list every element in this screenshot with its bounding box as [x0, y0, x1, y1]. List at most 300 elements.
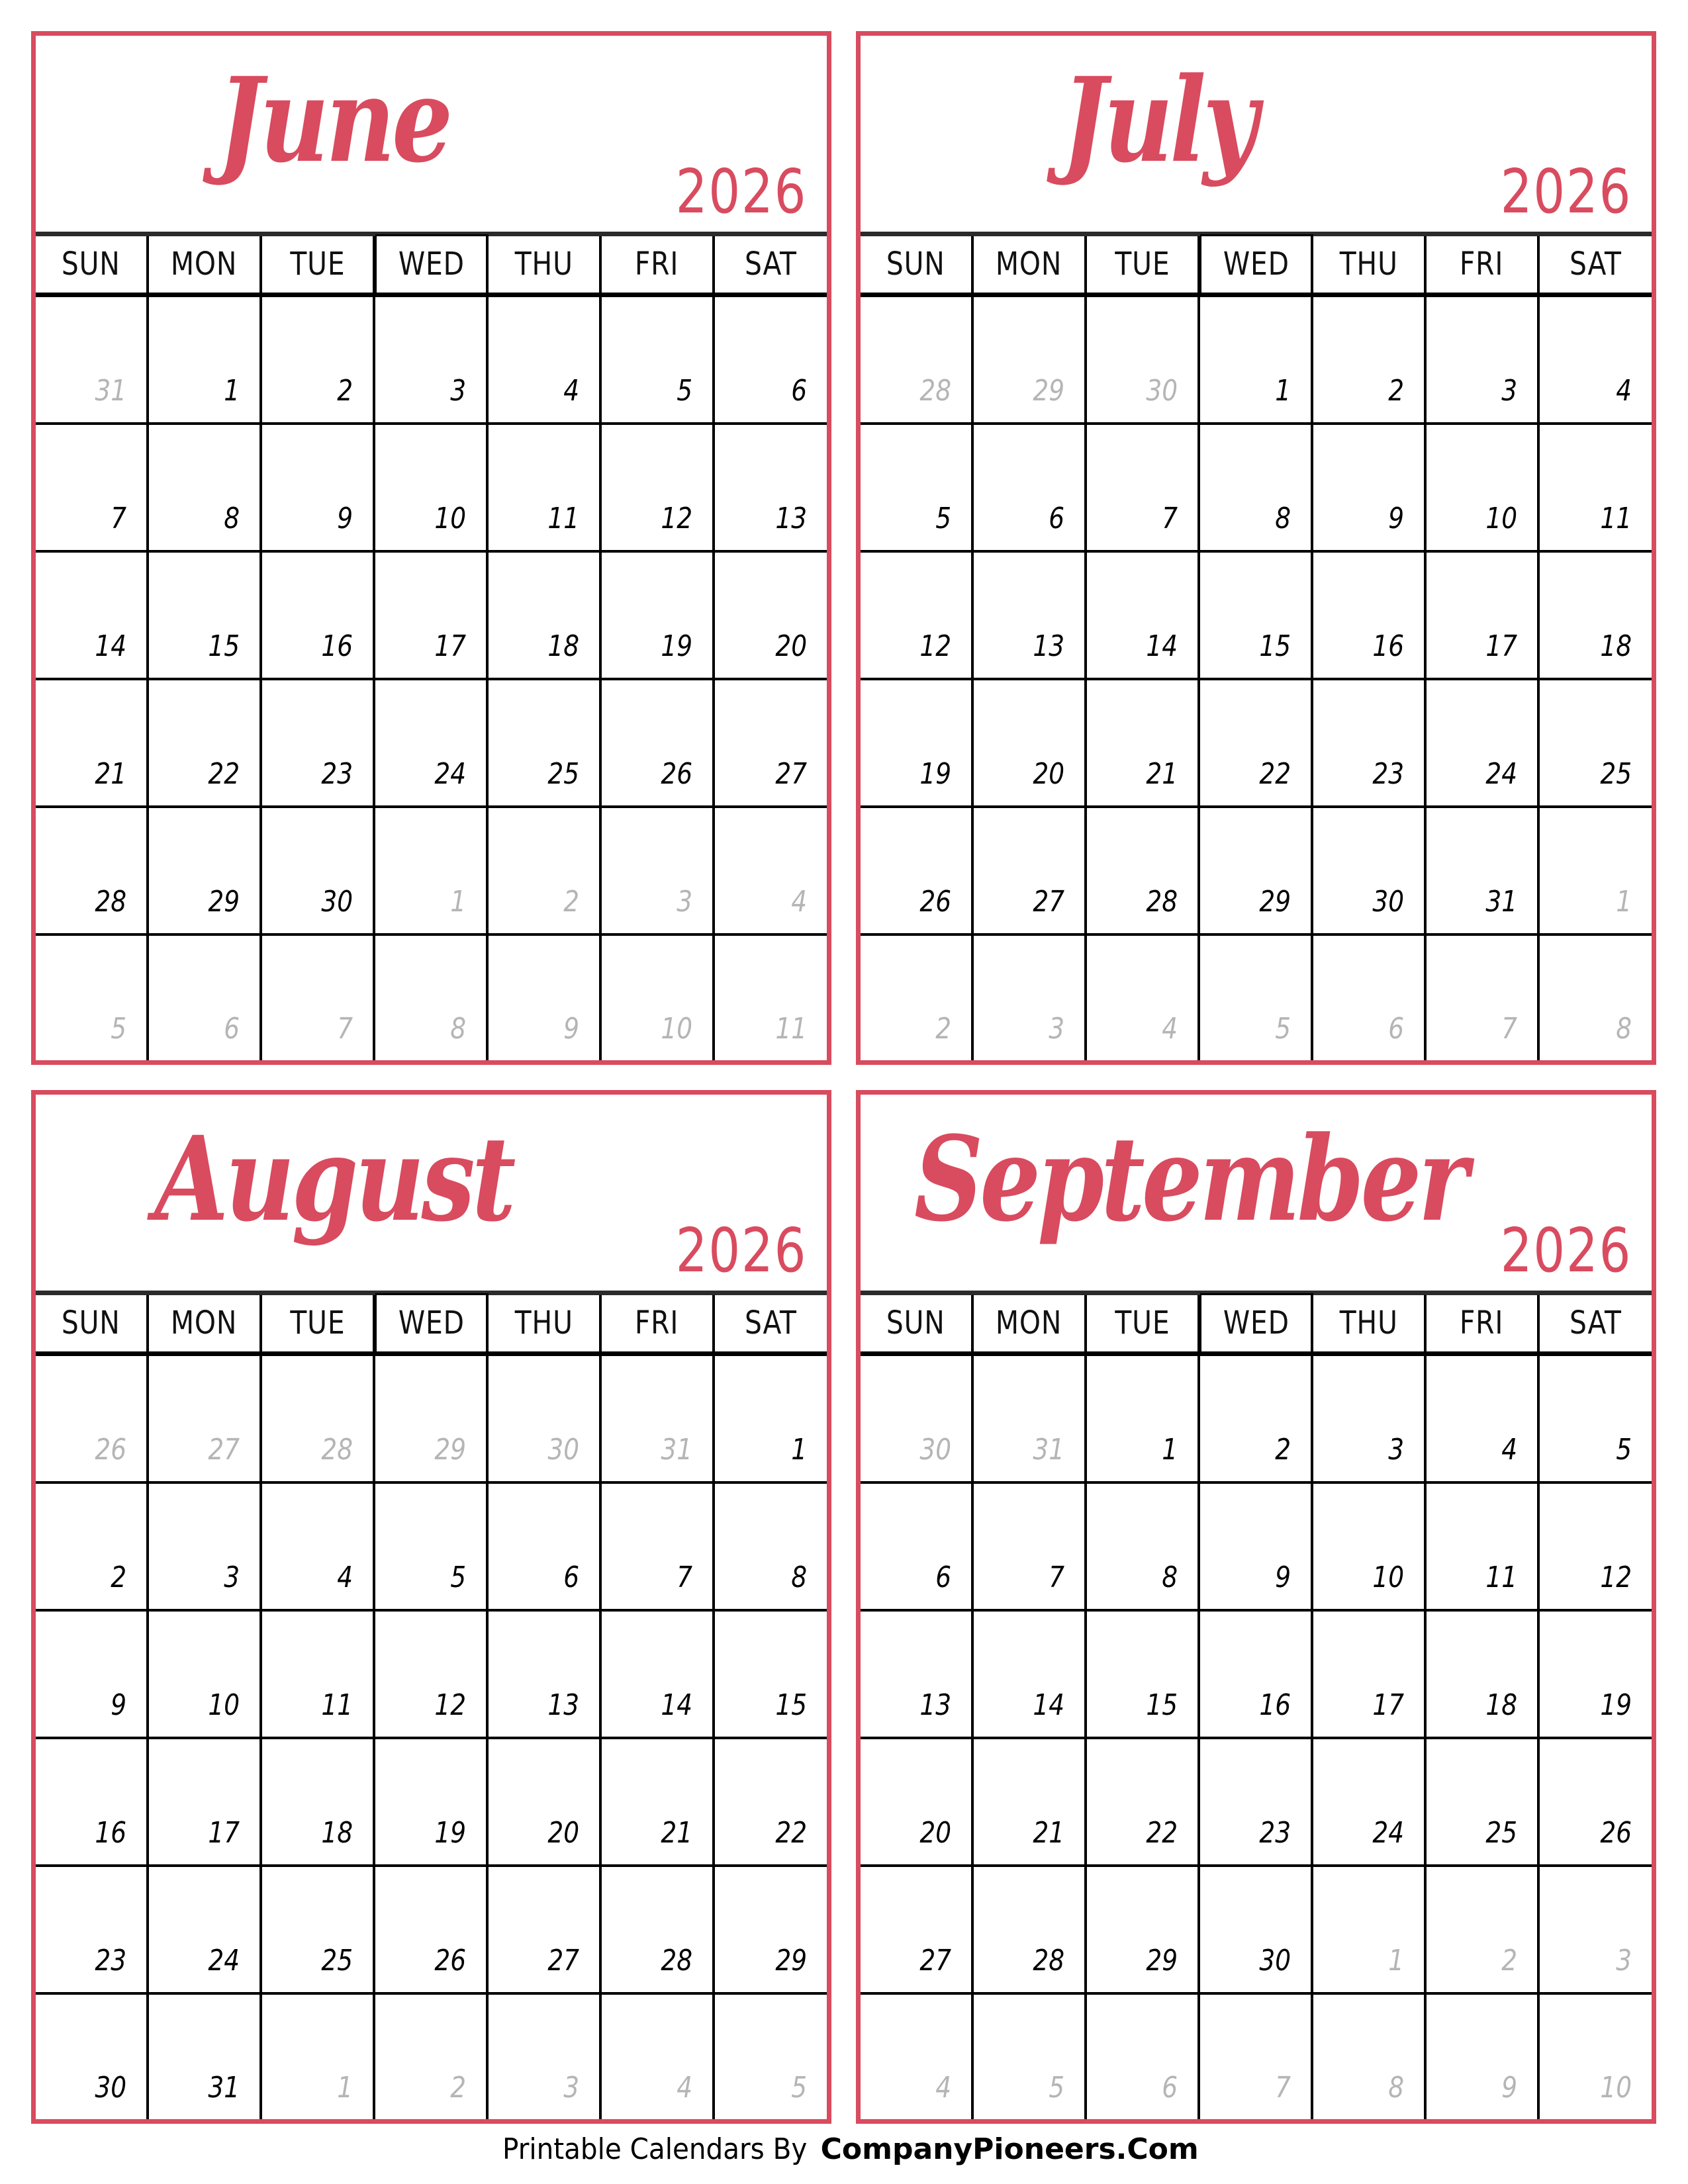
day-number: 20 — [775, 629, 807, 663]
day-cell[interactable] — [1313, 297, 1427, 422]
day-cell-other-month[interactable] — [1200, 1995, 1313, 2119]
day-cell[interactable] — [1200, 808, 1313, 933]
day-cell[interactable] — [861, 1739, 974, 1864]
day-cell[interactable] — [602, 680, 715, 805]
week-row — [36, 1995, 827, 2119]
day-number: 6 — [563, 1561, 579, 1594]
weekday-header-mon — [149, 236, 262, 293]
day-number: 3 — [1616, 1944, 1632, 1978]
day-number: 10 — [434, 502, 466, 535]
day-number: 24 — [434, 757, 466, 791]
day-cell[interactable] — [974, 425, 1087, 550]
week-row — [36, 1739, 827, 1867]
day-cell[interactable] — [1540, 680, 1652, 805]
weekday-label: THU — [514, 1304, 573, 1342]
day-cell[interactable] — [262, 1484, 375, 1609]
day-number: 10 — [208, 1688, 240, 1722]
day-number: 22 — [208, 757, 240, 791]
weekday-label: FRI — [635, 246, 679, 283]
day-cell[interactable] — [1087, 808, 1200, 933]
day-cell[interactable] — [715, 1739, 827, 1864]
day-cell-other-month[interactable] — [1313, 1867, 1427, 1992]
weekday-label: TUE — [1114, 1304, 1170, 1342]
day-number: 9 — [337, 502, 353, 535]
day-cell-other-month[interactable] — [1540, 808, 1652, 933]
weekday-header-sun — [36, 236, 149, 293]
day-number: 30 — [1372, 885, 1404, 919]
calendar-september — [856, 1090, 1656, 2124]
day-number: 15 — [208, 629, 240, 663]
day-number: 14 — [661, 1688, 692, 1722]
day-cell[interactable] — [1200, 680, 1313, 805]
day-cell[interactable] — [861, 425, 974, 550]
day-cell-other-month[interactable] — [1087, 297, 1200, 422]
day-cell[interactable] — [375, 553, 489, 678]
weekday-header-sun — [861, 236, 974, 293]
day-number: 14 — [95, 629, 126, 663]
day-cell[interactable] — [1313, 425, 1427, 550]
day-cell[interactable] — [974, 553, 1087, 678]
year-label: 2026 — [1500, 1215, 1632, 1286]
day-cell[interactable] — [149, 553, 262, 678]
day-cell[interactable] — [375, 1484, 489, 1609]
day-number: 17 — [1372, 1688, 1404, 1722]
week-row — [861, 1739, 1652, 1867]
day-cell[interactable] — [36, 425, 149, 550]
day-cell-other-month[interactable] — [861, 936, 974, 1060]
week-row — [861, 1867, 1652, 1995]
week-row — [36, 808, 827, 936]
day-cell[interactable] — [1427, 553, 1540, 678]
week-row — [861, 1995, 1652, 2119]
day-cell-other-month[interactable] — [602, 808, 715, 933]
day-number: 2 — [337, 374, 353, 408]
day-cell[interactable] — [489, 297, 602, 422]
day-cell[interactable] — [1540, 1484, 1652, 1609]
day-number: 28 — [321, 1433, 353, 1467]
day-cell[interactable] — [375, 1612, 489, 1737]
day-number: 7 — [1162, 502, 1178, 535]
day-cell[interactable] — [715, 1612, 827, 1737]
day-number: 30 — [919, 1433, 951, 1467]
day-number: 5 — [450, 1561, 466, 1594]
day-number: 12 — [919, 629, 951, 663]
day-cell[interactable] — [715, 297, 827, 422]
day-number: 18 — [1600, 629, 1632, 663]
day-number: 5 — [111, 1012, 126, 1046]
weekday-header-fri — [602, 1295, 715, 1351]
day-cell-other-month[interactable] — [262, 1356, 375, 1481]
day-number: 21 — [95, 757, 126, 791]
day-number: 23 — [321, 757, 353, 791]
day-number: 23 — [95, 1944, 126, 1978]
day-cell-other-month[interactable] — [36, 936, 149, 1060]
day-cell[interactable] — [715, 1356, 827, 1481]
day-number: 27 — [208, 1433, 240, 1467]
day-number: 29 — [775, 1944, 807, 1978]
day-number: 5 — [677, 374, 692, 408]
day-cell[interactable] — [1200, 1867, 1313, 1992]
day-number: 22 — [1259, 757, 1291, 791]
day-number: 18 — [1485, 1688, 1517, 1722]
day-cell[interactable] — [489, 1867, 602, 1992]
day-cell[interactable] — [1427, 1612, 1540, 1737]
day-cell[interactable] — [974, 808, 1087, 933]
day-cell[interactable] — [262, 425, 375, 550]
day-cell-other-month[interactable] — [715, 1995, 827, 2119]
calendar-header — [36, 36, 827, 232]
day-cell-other-month[interactable] — [1427, 936, 1540, 1060]
day-cell[interactable] — [1087, 425, 1200, 550]
day-cell-other-month[interactable] — [715, 808, 827, 933]
day-cell[interactable] — [489, 553, 602, 678]
day-cell[interactable] — [36, 1739, 149, 1864]
day-number: 2 — [563, 885, 579, 919]
day-number: 22 — [1146, 1816, 1178, 1850]
footer-credit — [0, 2130, 1688, 2169]
day-number: 31 — [1033, 1433, 1064, 1467]
day-cell-other-month[interactable] — [1540, 1867, 1652, 1992]
day-number: 12 — [661, 502, 692, 535]
weekday-label: FRI — [1460, 1304, 1504, 1342]
day-cell-other-month[interactable] — [1540, 936, 1652, 1060]
day-number: 20 — [1033, 757, 1064, 791]
day-cell-other-month[interactable] — [602, 1995, 715, 2119]
day-cell[interactable] — [1087, 680, 1200, 805]
day-cell[interactable] — [1087, 1867, 1200, 1992]
day-cell[interactable] — [36, 1867, 149, 1992]
weekday-label: THU — [1339, 246, 1398, 283]
day-cell[interactable] — [1540, 425, 1652, 550]
day-cell[interactable] — [36, 680, 149, 805]
day-cell[interactable] — [974, 1484, 1087, 1609]
day-number: 4 — [563, 374, 579, 408]
day-cell[interactable] — [602, 1484, 715, 1609]
calendar-header — [861, 36, 1652, 232]
year-label: 2026 — [675, 1215, 807, 1286]
day-cell[interactable] — [262, 1739, 375, 1864]
day-cell-other-month[interactable] — [1427, 1995, 1540, 2119]
day-number: 16 — [95, 1816, 126, 1850]
day-cell[interactable] — [1427, 425, 1540, 550]
day-number: 27 — [775, 757, 807, 791]
day-cell[interactable] — [1427, 808, 1540, 933]
weekday-label: TUE — [289, 1304, 346, 1342]
day-number: 1 — [791, 1433, 807, 1467]
day-number: 16 — [1372, 629, 1404, 663]
day-cell[interactable] — [375, 297, 489, 422]
day-number: 10 — [1485, 502, 1517, 535]
day-cell[interactable] — [262, 297, 375, 422]
day-number: 29 — [1146, 1944, 1178, 1978]
day-number: 11 — [1600, 502, 1632, 535]
day-cell[interactable] — [489, 1484, 602, 1609]
day-cell[interactable] — [1313, 680, 1427, 805]
day-number: 12 — [1600, 1561, 1632, 1594]
day-cell-other-month[interactable] — [375, 808, 489, 933]
weekday-header-row — [861, 1291, 1652, 1356]
day-number: 4 — [337, 1561, 353, 1594]
day-cell[interactable] — [489, 680, 602, 805]
calendar-grid — [861, 1291, 1652, 2119]
weekday-label: SAT — [745, 246, 797, 283]
day-number: 4 — [935, 2071, 951, 2105]
day-cell[interactable] — [974, 1739, 1087, 1864]
day-cell[interactable] — [375, 1739, 489, 1864]
day-cell[interactable] — [149, 1612, 262, 1737]
day-cell[interactable] — [1087, 1484, 1200, 1609]
day-number: 29 — [1033, 374, 1064, 408]
day-number: 6 — [935, 1561, 951, 1594]
day-number: 26 — [919, 885, 951, 919]
day-cell[interactable] — [149, 297, 262, 422]
calendar-header — [36, 1095, 827, 1291]
day-cell[interactable] — [1313, 553, 1427, 678]
year-label: 2026 — [1500, 156, 1632, 227]
day-cell[interactable] — [1313, 808, 1427, 933]
day-cell-other-month[interactable] — [149, 936, 262, 1060]
month-title: June — [217, 52, 450, 189]
weeks-container — [36, 297, 827, 1060]
day-cell[interactable] — [602, 297, 715, 422]
day-cell[interactable] — [715, 1484, 827, 1609]
day-cell-other-month[interactable] — [375, 1995, 489, 2119]
day-cell-other-month[interactable] — [974, 936, 1087, 1060]
day-number: 6 — [791, 374, 807, 408]
day-cell[interactable] — [974, 1867, 1087, 1992]
day-cell[interactable] — [1313, 1612, 1427, 1737]
day-cell[interactable] — [715, 680, 827, 805]
day-number: 6 — [1388, 1012, 1404, 1046]
day-cell[interactable] — [1427, 680, 1540, 805]
day-cell-other-month[interactable] — [36, 297, 149, 422]
day-number: 15 — [1146, 1688, 1178, 1722]
day-number: 21 — [1033, 1816, 1064, 1850]
day-cell-other-month[interactable] — [1427, 1867, 1540, 1992]
day-cell[interactable] — [1540, 1739, 1652, 1864]
day-cell[interactable] — [262, 553, 375, 678]
day-cell-other-month[interactable] — [375, 1356, 489, 1481]
calendar-header — [861, 1095, 1652, 1291]
day-cell[interactable] — [262, 1867, 375, 1992]
day-number: 8 — [224, 502, 240, 535]
day-cell[interactable] — [36, 1612, 149, 1737]
day-cell[interactable] — [602, 1612, 715, 1737]
day-number: 4 — [791, 885, 807, 919]
day-cell[interactable] — [974, 1612, 1087, 1737]
day-cell[interactable] — [36, 1484, 149, 1609]
weekday-header-mon — [149, 1295, 262, 1351]
day-number: 23 — [1372, 757, 1404, 791]
day-cell[interactable] — [1200, 1612, 1313, 1737]
day-number: 11 — [775, 1012, 807, 1046]
day-cell-other-month[interactable] — [974, 297, 1087, 422]
day-cell[interactable] — [149, 1484, 262, 1609]
day-cell-other-month[interactable] — [974, 1356, 1087, 1481]
day-cell[interactable] — [715, 1867, 827, 1992]
day-cell-other-month[interactable] — [149, 1356, 262, 1481]
day-cell[interactable] — [1200, 1356, 1313, 1481]
day-cell[interactable] — [375, 1867, 489, 1992]
day-number: 25 — [547, 757, 579, 791]
day-cell-other-month[interactable] — [262, 1995, 375, 2119]
week-row — [861, 425, 1652, 553]
day-number: 19 — [434, 1816, 466, 1850]
day-cell-other-month[interactable] — [715, 936, 827, 1060]
day-number: 14 — [1146, 629, 1178, 663]
day-number: 15 — [775, 1688, 807, 1722]
day-cell-other-month[interactable] — [489, 1995, 602, 2119]
day-cell[interactable] — [1427, 1739, 1540, 1864]
day-number: 29 — [208, 885, 240, 919]
day-number: 30 — [1259, 1944, 1291, 1978]
day-cell[interactable] — [1087, 1739, 1200, 1864]
day-cell-other-month[interactable] — [602, 936, 715, 1060]
day-cell[interactable] — [149, 680, 262, 805]
day-number: 3 — [677, 885, 692, 919]
day-cell[interactable] — [1200, 1484, 1313, 1609]
day-cell[interactable] — [861, 1867, 974, 1992]
day-cell-other-month[interactable] — [602, 1356, 715, 1481]
day-cell[interactable] — [974, 680, 1087, 805]
day-cell[interactable] — [36, 553, 149, 678]
day-cell[interactable] — [1427, 1356, 1540, 1481]
day-cell[interactable] — [1200, 553, 1313, 678]
day-cell[interactable] — [149, 1739, 262, 1864]
day-number: 5 — [791, 2071, 807, 2105]
day-number: 13 — [775, 502, 807, 535]
day-cell[interactable] — [1427, 1484, 1540, 1609]
day-cell-other-month[interactable] — [1540, 1995, 1652, 2119]
day-number: 25 — [1485, 1816, 1517, 1850]
day-cell[interactable] — [861, 553, 974, 678]
day-cell[interactable] — [1540, 1356, 1652, 1481]
day-cell[interactable] — [262, 808, 375, 933]
day-cell[interactable] — [602, 1739, 715, 1864]
day-cell-other-month[interactable] — [974, 1995, 1087, 2119]
day-cell[interactable] — [149, 1995, 262, 2119]
day-cell-other-month[interactable] — [861, 1356, 974, 1481]
day-number: 11 — [1485, 1561, 1517, 1594]
day-number: 3 — [450, 374, 466, 408]
weekday-header-thu — [489, 1295, 602, 1351]
day-number: 2 — [1388, 374, 1404, 408]
day-cell[interactable] — [1087, 553, 1200, 678]
day-cell[interactable] — [1313, 1484, 1427, 1609]
day-cell[interactable] — [1313, 1356, 1427, 1481]
day-cell[interactable] — [1200, 425, 1313, 550]
day-number: 2 — [935, 1012, 951, 1046]
day-cell-other-month[interactable] — [1087, 936, 1200, 1060]
day-number: 8 — [1162, 1561, 1178, 1594]
day-cell-other-month[interactable] — [1200, 936, 1313, 1060]
day-number: 28 — [919, 374, 951, 408]
day-cell[interactable] — [375, 425, 489, 550]
weekday-label: FRI — [635, 1304, 679, 1342]
day-cell-other-month[interactable] — [36, 1356, 149, 1481]
day-number: 3 — [1388, 1433, 1404, 1467]
day-number: 26 — [661, 757, 692, 791]
day-cell[interactable] — [262, 1612, 375, 1737]
day-number: 16 — [321, 629, 353, 663]
day-cell[interactable] — [602, 425, 715, 550]
day-cell[interactable] — [602, 553, 715, 678]
day-number: 1 — [1275, 374, 1291, 408]
month-title: September — [914, 1111, 1466, 1248]
day-number: 27 — [919, 1944, 951, 1978]
day-number: 1 — [224, 374, 240, 408]
day-cell[interactable] — [149, 808, 262, 933]
day-cell[interactable] — [149, 1867, 262, 1992]
day-cell[interactable] — [861, 1484, 974, 1609]
day-cell[interactable] — [489, 1739, 602, 1864]
day-cell[interactable] — [861, 808, 974, 933]
weekday-header-fri — [602, 236, 715, 293]
day-cell[interactable] — [1200, 1739, 1313, 1864]
day-cell-other-month[interactable] — [1313, 936, 1427, 1060]
weeks-container — [861, 1356, 1652, 2119]
weeks-container — [36, 1356, 827, 2119]
day-cell-other-month[interactable] — [375, 936, 489, 1060]
day-cell[interactable] — [861, 680, 974, 805]
day-number: 5 — [1275, 1012, 1291, 1046]
weekday-header-sun — [36, 1295, 149, 1351]
day-number: 30 — [547, 1433, 579, 1467]
day-cell[interactable] — [1540, 1612, 1652, 1737]
weekday-header-tue — [1087, 236, 1200, 293]
day-cell[interactable] — [1427, 297, 1540, 422]
day-cell[interactable] — [375, 680, 489, 805]
day-cell[interactable] — [489, 1612, 602, 1737]
day-cell[interactable] — [36, 1995, 149, 2119]
day-cell-other-month[interactable] — [861, 1995, 974, 2119]
day-cell-other-month[interactable] — [262, 936, 375, 1060]
day-cell[interactable] — [861, 1612, 974, 1737]
day-cell-other-month[interactable] — [489, 1356, 602, 1481]
day-cell-other-month[interactable] — [489, 808, 602, 933]
weekday-header-thu — [1313, 236, 1427, 293]
day-cell[interactable] — [1540, 553, 1652, 678]
day-number: 28 — [95, 885, 126, 919]
day-cell[interactable] — [1087, 1612, 1200, 1737]
day-number: 20 — [919, 1816, 951, 1850]
day-cell-other-month[interactable] — [861, 297, 974, 422]
day-number: 28 — [661, 1944, 692, 1978]
day-cell[interactable] — [715, 425, 827, 550]
day-cell[interactable] — [715, 553, 827, 678]
day-cell[interactable] — [1087, 1356, 1200, 1481]
day-cell[interactable] — [262, 680, 375, 805]
week-row — [861, 297, 1652, 425]
day-cell[interactable] — [489, 425, 602, 550]
day-cell-other-month[interactable] — [1313, 1995, 1427, 2119]
day-cell[interactable] — [602, 1867, 715, 1992]
day-cell[interactable] — [149, 425, 262, 550]
day-cell[interactable] — [1540, 297, 1652, 422]
day-number: 7 — [111, 502, 126, 535]
day-cell[interactable] — [1200, 297, 1313, 422]
day-cell-other-month[interactable] — [489, 936, 602, 1060]
day-number: 17 — [208, 1816, 240, 1850]
day-number: 2 — [1501, 1944, 1517, 1978]
calendar-july — [856, 31, 1656, 1065]
day-number: 31 — [1485, 885, 1517, 919]
day-cell[interactable] — [1313, 1739, 1427, 1864]
day-cell[interactable] — [36, 808, 149, 933]
day-cell-other-month[interactable] — [1087, 1995, 1200, 2119]
weekday-label: SUN — [886, 246, 945, 283]
footer-brand-link[interactable]: CompanyPioneers.Com — [820, 2132, 1199, 2166]
